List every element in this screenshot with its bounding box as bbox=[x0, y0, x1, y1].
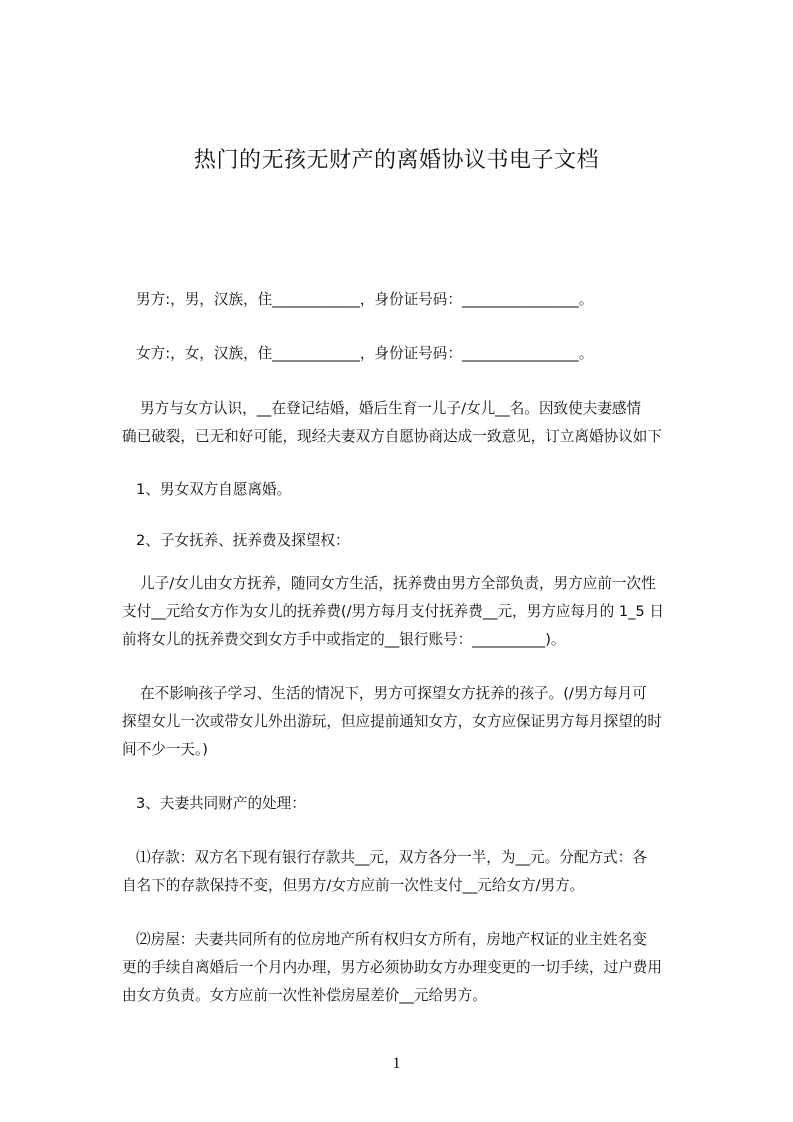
paragraph-line: 间不少一天。) bbox=[122, 741, 208, 758]
document-title: 热门的无孩无财产的离婚协议书电子文档 bbox=[193, 148, 599, 173]
paragraph-line: 自名下的存款保持不变，但男方/女方应前一次性支付__元给女方/男方。 bbox=[122, 877, 585, 894]
paragraph-line: 探望女儿一次或带女儿外出游玩，但应提前通知女方，女方应保证男方每月探望的时 bbox=[122, 713, 662, 730]
paragraph-line: 更的手续自离婚后一个月内办理，男方必须协助女方办理变更的一切手续，过户费用 bbox=[122, 959, 662, 976]
page-number: 1 bbox=[392, 1055, 401, 1072]
paragraph-line: 3、夫妻共同财产的处理： bbox=[136, 795, 306, 812]
paragraph-line: 在不影响孩子学习、生活的情况下，男方可探望女方抚养的孩子。(/男方每月可 bbox=[140, 685, 647, 702]
paragraph-line: 男方:，男，汉族，住____________，身份证号码：________________。 bbox=[136, 291, 594, 308]
paragraph-line: ⑵房屋：夫妻共同所有的位房地产所有权归女方所有，房地产权证的业主姓名变 bbox=[136, 931, 647, 948]
paragraph-line: 1、男女双方自愿离婚。 bbox=[136, 481, 292, 498]
paragraph-line: 儿子/女儿由女方抚养，随同女方生活，抚养费由男方全部负责，男方应前一次性 bbox=[140, 575, 656, 592]
paragraph-line: 由女方负责。女方应前一次性补偿房屋差价__元给男方。 bbox=[122, 987, 487, 1004]
paragraph-line: 2、子女抚养、抚养费及探望权： bbox=[136, 532, 350, 549]
paragraph-line: 男方与女方认识，__在登记结婚，婚后生育一儿子/女儿__名。因致使夫妻感情 bbox=[140, 400, 642, 417]
paragraph-line: 确已破裂，已无和好可能，现经夫妻双方自愿协商达成一致意见，订立离婚协议如下 bbox=[122, 428, 662, 445]
paragraph-line: 前将女儿的抚养费交到女方手中或指定的__银行账号：__________)。 bbox=[122, 631, 566, 648]
paragraph-line: ⑴存款：双方名下现有银行存款共__元，双方各分一半，为__元。分配方式：各 bbox=[136, 849, 647, 866]
paragraph-line: 女方:，女，汉族，住____________，身份证号码：________________。 bbox=[136, 345, 594, 362]
paragraph-line: 支付__元给女方作为女儿的抚养费(/男方每月支付抚养费__元，男方应每月的 1_5 日 bbox=[122, 603, 664, 620]
